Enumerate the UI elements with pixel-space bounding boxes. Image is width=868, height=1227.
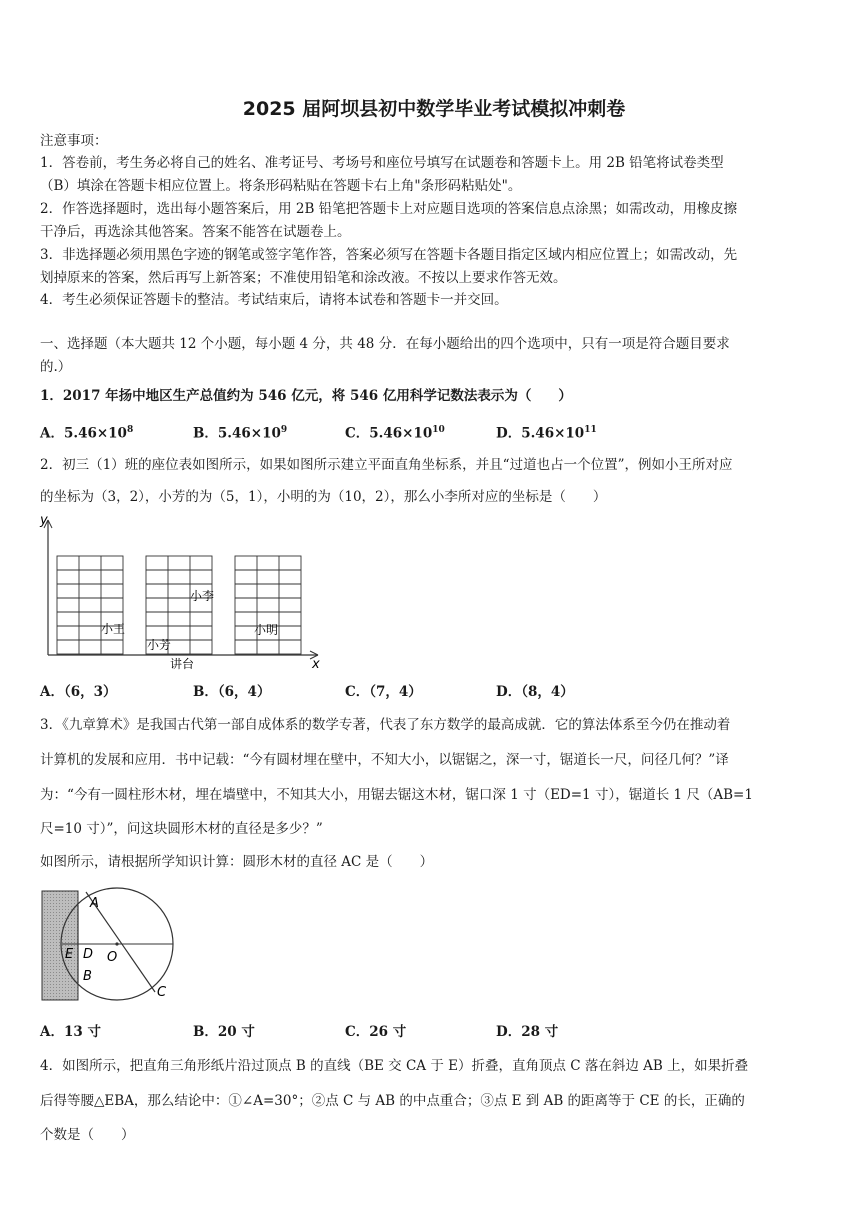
option-b[interactable]: B．20 寸 [193, 1024, 255, 1040]
section-heading: 的.） [40, 359, 72, 375]
option-c[interactable]: C．（7，4） [345, 684, 422, 700]
notice-line: 干净后，再选涂其他答案。答案不能答在试题卷上。 [40, 224, 351, 240]
question-2-options [40, 682, 832, 702]
label-b: B [83, 969, 92, 984]
seat-label-xiaoli: 小李 [190, 589, 215, 603]
option-d[interactable]: D．28 寸 [496, 1024, 559, 1040]
seat-label-xiaoming: 小明 [254, 623, 279, 637]
seat-block-left [57, 556, 126, 654]
option-c[interactable]: C．26 寸 [345, 1024, 407, 1040]
option-d[interactable]: D．$5.46\times 10^{11}$ [496, 425, 597, 442]
y-axis-label: y [40, 513, 48, 528]
option-b[interactable]: B．（6，4） [193, 684, 271, 700]
label-e: E [65, 947, 74, 962]
question-3-stem: 为：“今有一圆柱形木材，埋在墙壁中，不知其大小，用锯去锯这木材，锯口深 1 寸（ED=1 寸），锯道长 1 尺（AB=1 [40, 787, 753, 803]
notice-heading: 注意事项： [40, 133, 108, 149]
question-4-stem: 个数是（ ） [40, 1127, 135, 1143]
wall [42, 891, 78, 1000]
label-c: C [157, 985, 167, 1000]
notice-line: （B）填涂在答题卡相应位置上。将条形码粘贴在答题卡右上角"条形码粘贴处"。 [40, 178, 522, 194]
notice-line: 4．考生必须保证答题卡的整洁。考试结束后，请将本试卷和答题卡一并交回。 [40, 292, 508, 308]
label-a: A [90, 896, 99, 911]
x-axis-label: x [312, 657, 320, 672]
question-3-stem: 计算机的发展和应用．书中记载：“今有圆材埋在壁中，不知大小，以锯锯之，深一寸，锯道长一尺，问径几何？”译 [40, 752, 729, 768]
question-3-options [40, 1022, 832, 1042]
question-3-stem: 3．《九章算术》是我国古代第一部自成体系的数学专著，代表了东方数学的最高成就．它的算法体系至今仍在推动着 [40, 717, 731, 733]
podium-label: 讲台 [170, 657, 195, 671]
seating-chart-figure [38, 510, 338, 675]
question-1-stem: 1．2017 年扬中地区生产总值约为 546 亿元，将 546 亿用科学记数法表示为（ ） [40, 388, 572, 404]
option-a[interactable]: A．$5.46\times 10^8$ [40, 425, 134, 442]
seat-label-xiaofang: 小芳 [147, 638, 172, 652]
option-a[interactable]: A．13 寸 [40, 1024, 101, 1040]
option-d[interactable]: D．（8，4） [496, 684, 574, 700]
question-3-stem: 尺=10 寸）”，问这块圆形木材的直径是多少？” [40, 821, 323, 837]
question-2-stem: 2．初三（1）班的座位表如图所示，如果如图所示建立平面直角坐标系，并且“过道也占一个位置”，例如小王所对应 [40, 457, 733, 473]
question-4-stem: 4．如图所示，把直角三角形纸片沿过顶点 B 的直线（BE 交 CA 于 E）折叠，直角顶点 C 落在斜边 AB 上，如果折叠 [40, 1058, 749, 1074]
page-title: 2025 届阿坝县初中数学毕业考试模拟冲刺卷 [242, 98, 626, 120]
option-a[interactable]: A．（6，3） [40, 684, 117, 700]
section-heading: 一、选择题（本大题共 12 个小题，每小题 4 分，共 48 分．在每小题给出的四个选项中，只有一项是符合题目要求 [40, 336, 730, 352]
option-b[interactable]: B．$5.46\times 10^9$ [193, 425, 288, 442]
label-d: D [83, 947, 94, 962]
option-c[interactable]: C．$5.46\times 10^{10}$ [345, 425, 445, 442]
question-4-stem: 后得等腰△EBA，那么结论中：①∠A=30°；②点 C 与 AB 的中点重合；③点 E 到 AB 的距离等于 CE 的长，正确的 [40, 1093, 745, 1109]
seat-label-xiaowang: 小王 [101, 622, 126, 636]
circle-wood-figure [38, 885, 188, 1005]
notice-line: 划掉原来的答案，然后再写上新答案；不准使用铅笔和涂改液。不按以上要求作答无效。 [40, 270, 567, 286]
notice-line: 1．答卷前，考生务必将自己的姓名、准考证号、考场号和座位号填写在试题卷和答题卡上。用 2B 铅笔将试卷类型 [40, 155, 724, 171]
notice-line: 3．非选择题必须用黑色字迹的钢笔或签字笔作答，答案必须写在答题卡各题目指定区域内相应位置上；如需改动，先 [40, 247, 738, 263]
notice-line: 2．作答选择题时，选出每小题答案后，用 2B 铅笔把答题卡上对应题目选项的答案信息点涂黑；如需改动，用橡皮擦 [40, 201, 738, 217]
label-o: O [107, 950, 118, 965]
question-1-options [40, 420, 832, 440]
question-2-stem: 的坐标为（3，2），小芳的为（5，1），小明的为（10，2），那么小李所对应的坐标是（ ） [40, 489, 607, 505]
seat-block-right [235, 556, 301, 654]
question-3-stem: 如图所示，请根据所学知识计算：圆形木材的直径 AC 是（ ） [40, 854, 434, 870]
